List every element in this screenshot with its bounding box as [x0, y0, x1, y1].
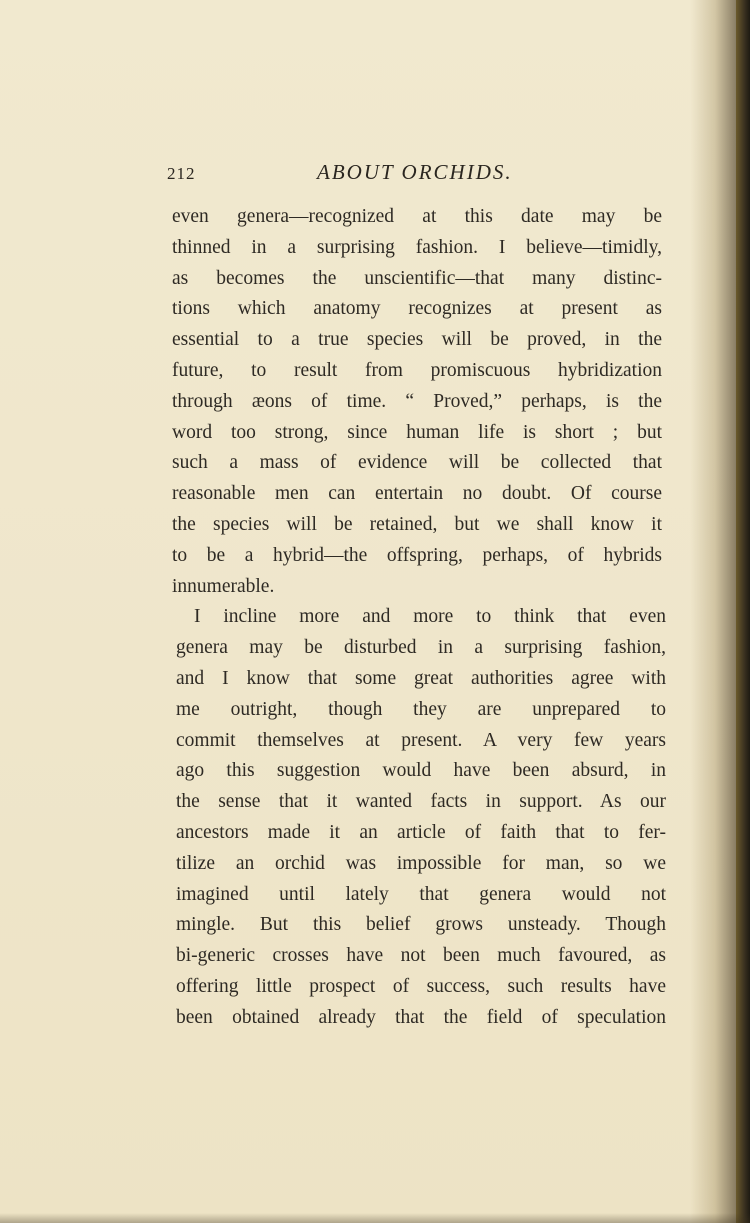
text-line: the sense that it wanted facts in support. As our	[176, 791, 666, 813]
page-bottom-shadow	[0, 1213, 750, 1223]
text-line: even genera—recognized at this date may be	[172, 206, 662, 227]
text-line: to be a hybrid—the offspring, perhaps, of hybrids	[172, 544, 662, 566]
text-line: commit themselves at present. A very few years	[176, 729, 666, 751]
text-line: as becomes the unscientific—that many distinc-	[172, 267, 662, 289]
text-line: tilize an orchid was impossible for man, so we	[176, 852, 666, 874]
text-line: bi-generic crosses have not been much favoured, as	[176, 945, 666, 967]
text-line: imagined until lately that genera would not	[176, 883, 666, 905]
text-line: been obtained already that the field of speculation	[176, 1006, 666, 1028]
text-line: such a mass of evidence will be collected that	[172, 452, 662, 474]
text-line: mingle. But this belief grows unsteady. Though	[176, 914, 666, 936]
text-line: I incline more and more to think that even	[194, 606, 666, 628]
text-line: ancestors made it an article of faith that to fer-	[176, 821, 666, 843]
page-number: 212	[167, 164, 196, 183]
text-line: reasonable men can entertain no doubt. Of course	[172, 483, 662, 505]
running-head: ABOUT ORCHIDS.	[317, 160, 513, 184]
text-line: genera may be disturbed in a surprising fashion,	[176, 637, 666, 659]
text-line: me outright, though they are unprepared to	[176, 698, 666, 720]
text-line: offering little prospect of success, such results have	[176, 975, 666, 997]
text-line: innumerable.	[172, 575, 275, 597]
text-line: future, to result from promiscuous hybridization	[172, 359, 662, 381]
text-line: essential to a true species will be proved, in the	[172, 329, 662, 351]
body-text	[172, 202, 666, 1034]
text-line: ago this suggestion would have been absurd, in	[176, 760, 666, 782]
text-line: and I know that some great authorities agree with	[176, 667, 666, 689]
text-line: through æons of time. “ Proved,” perhaps, is the	[172, 390, 662, 412]
page-edge-shadow	[736, 0, 750, 1223]
text-line: the species will be retained, but we shall know it	[172, 513, 662, 535]
text-line: tions which anatomy recognizes at present as	[172, 298, 662, 320]
text-line: word too strong, since human life is short ; but	[172, 421, 662, 443]
text-line: thinned in a surprising fashion. I believe—timidly,	[172, 236, 662, 258]
page-header	[167, 160, 657, 190]
